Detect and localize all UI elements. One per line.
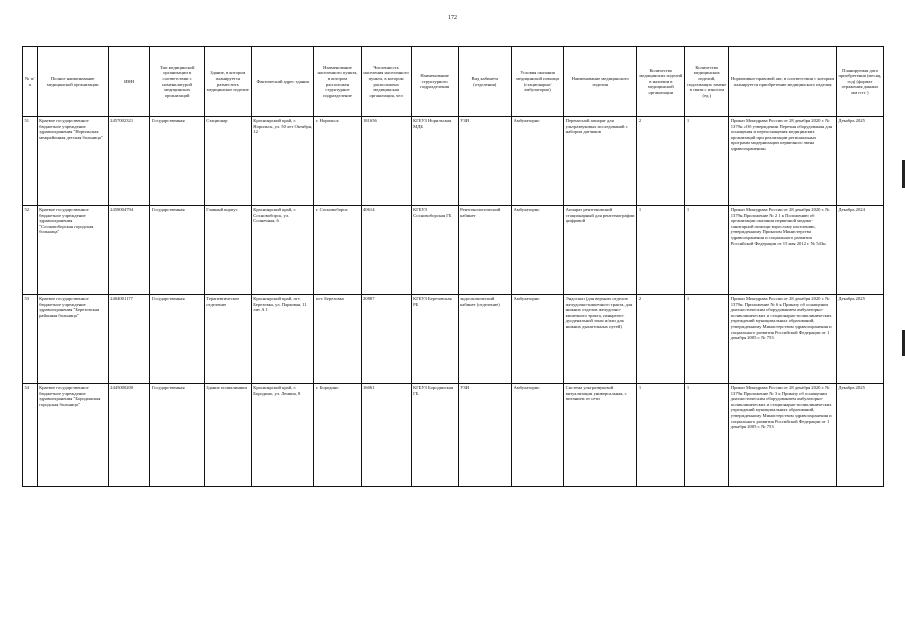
cell-planned-date: Декабрь 2025 bbox=[836, 384, 883, 487]
cell-inn: 2458004794 bbox=[108, 206, 150, 295]
cell-address: Красноярский край, пгт. Березовка, ул. Парковая, 11 лит А 1 bbox=[251, 295, 314, 384]
cell-org-name: Краевое государственное бюджетное учреждение здравоохранения "Норильская межрайонная детская больница" bbox=[37, 117, 108, 206]
cell-qty-available: 1 bbox=[637, 206, 685, 295]
cell-planned-date: Декабрь 2025 bbox=[836, 117, 883, 206]
cell-number: 51 bbox=[23, 117, 38, 206]
cell-inn: 2457002321 bbox=[108, 117, 150, 206]
cell-number: 52 bbox=[23, 206, 38, 295]
cell-building: Стационар bbox=[204, 117, 251, 206]
header-org-type: Тип медицинской организации в соответствии с номенклатурой медицинских организаций bbox=[150, 47, 204, 117]
cell-legal-act: Приказ Минздрава России от 28 декабря 2020 г. № 1379н Приложение № 3 к Приказу об оснащении диагностическим оборудованием амбулаторно-поликлинических и стационарно-поликлинических учреждений муниципальных образований, утвержденному Министерством здравоохранения и социального развития Российской Федерации от 1 декабря 2005 г. № 753 bbox=[729, 384, 837, 487]
header-address: Фактический адрес здания bbox=[251, 47, 314, 117]
cell-planned-date: Декабрь 2024 bbox=[836, 206, 883, 295]
header-equipment: Наименование медицинского изделия bbox=[564, 47, 637, 117]
cell-org-type: Государственная bbox=[150, 206, 204, 295]
cell-qty-replace: 1 bbox=[685, 295, 729, 384]
header-building: Здание, в котором планируется разместить медицинское изделие bbox=[204, 47, 251, 117]
table-row bbox=[23, 117, 884, 206]
header-planned-date: Планируемая дата приобретения (месяц, год) (формат отражения данных мм гггг ) bbox=[836, 47, 883, 117]
header-unit: Наименование структурного подразделения bbox=[411, 47, 458, 117]
cell-cabinet: УЗИ bbox=[458, 384, 511, 487]
header-qty-available: Количество медицинских изделий в наличии в медицинской организации bbox=[637, 47, 685, 117]
cell-cabinet: Рентгенологический кабинет bbox=[458, 206, 511, 295]
header-condition: Условия оказания медицинской помощи (стационарно/ амбулаторно) bbox=[511, 47, 563, 117]
cell-equipment: Переносной аппарат для ультразвуковых исследований с набором датчиков bbox=[564, 117, 637, 206]
cell-building: Здание поликлиники bbox=[204, 384, 251, 487]
header-cabinet: Вид кабинета (отделения) bbox=[458, 47, 511, 117]
cell-unit: КГБУЗ Норильская МДБ bbox=[411, 117, 458, 206]
table-row bbox=[23, 295, 884, 384]
cell-cabinet: УЗИ bbox=[458, 117, 511, 206]
cell-condition: Амбулаторно bbox=[511, 295, 563, 384]
cell-inn: 2445000200 bbox=[108, 384, 150, 487]
cell-building: Главный корпус bbox=[204, 206, 251, 295]
header-locality: Наименование населенного пункта, в котором расположен структурное подразделение bbox=[314, 47, 361, 117]
page-number: 172 bbox=[448, 15, 457, 21]
cell-address: Красноярский край, г. Норильск, ул. 50 лет Октября, 12 bbox=[251, 117, 314, 206]
cell-population: 181656 bbox=[361, 117, 411, 206]
cell-inn: 2404001177 bbox=[108, 295, 150, 384]
cell-unit: КГБУЗ Сосновоборская ГБ bbox=[411, 206, 458, 295]
cell-number: 54 bbox=[23, 384, 38, 487]
cell-locality: пгт. Березовка bbox=[314, 295, 361, 384]
cell-org-type: Государственная bbox=[150, 295, 204, 384]
cell-locality: г. Норильск bbox=[314, 117, 361, 206]
cell-legal-act: Приказ Минздрава России от 28 декабря 2020 г. № 1379н. Приложение № 6 к Приказу об оснащении диагностическим оборудованием амбулаторно-поликлинических и стационарно-поликлинических учреждений муниципальных образований, утвержденному Министерством здравоохранения и социального развития Российской Федерации от 1 декабря 2005 г. № 753 bbox=[729, 295, 837, 384]
table-row bbox=[23, 384, 884, 487]
cell-number: 53 bbox=[23, 295, 38, 384]
cell-address: Красноярский край, г. Бородино, ул. Ленина, 8 bbox=[251, 384, 314, 487]
header-qty-replace: Количество медицинских изделий, подлежащих замене в связи с износом (ед.) bbox=[685, 47, 729, 117]
cell-address: Красноярский край, г. Сосновоборск, ул. Солнечная, 6 bbox=[251, 206, 314, 295]
cell-legal-act: Приказ Минздрава России от 28 декабря 2020 г. № 1379н.Приложение № 2 1 к Положению об организации оказания первичной медико-санитарной помощи взрослому населению, утвержденному Приказом Министерства здравоохранения и социального развития Российской Федерации от 15 мая 2012 г. № 543н bbox=[729, 206, 837, 295]
cell-unit: КГБУЗ Березовская РБ bbox=[411, 295, 458, 384]
header-number: № п/п bbox=[23, 47, 38, 117]
cell-population: 16061 bbox=[361, 384, 411, 487]
equipment-register-table bbox=[22, 46, 884, 487]
cell-org-name: Краевое государственное бюджетное учреждение здравоохранения "Сосновоборская городская больница" bbox=[37, 206, 108, 295]
cell-locality: г. Сосновоборск bbox=[314, 206, 361, 295]
cell-condition: Амбулаторно bbox=[511, 117, 563, 206]
cell-equipment: Система ультразвуковой визуализации универсальная, с питанием от сети bbox=[564, 384, 637, 487]
cell-qty-available: 1 bbox=[637, 384, 685, 487]
cell-org-name: Краевое государственное бюджетное учреждение здравоохранения "Бородинская городская больница" bbox=[37, 384, 108, 487]
cell-population: 20887 bbox=[361, 295, 411, 384]
cell-equipment: Аппарат рентгеновский стационарный для рентгенографии цифровой bbox=[564, 206, 637, 295]
cell-qty-replace: 1 bbox=[685, 384, 729, 487]
header-inn: ИНН bbox=[108, 47, 150, 117]
cell-planned-date: Декабрь 2025 bbox=[836, 295, 883, 384]
cell-legal-act: Приказ Минздрава России от 28 декабря 2020 г. № 1379н «Об утверждении Перечня оборудования для оснащения и переоснащения медицинских организаций при реализации региональных программ модернизации первичного звена здравоохранения» bbox=[729, 117, 837, 206]
cell-qty-available: 2 bbox=[637, 295, 685, 384]
cell-org-type: Государственная bbox=[150, 384, 204, 487]
cell-population: 40614 bbox=[361, 206, 411, 295]
cell-org-name: Краевое государственное бюджетное учреждение здравоохранения "Березовская районная больница" bbox=[37, 295, 108, 384]
cell-equipment: Эндоскоп (для верхних отделов желудочно-кишечного тракта, для нижних отделов желудочно-кишечного тракта, панкреато-дуоденальной зоны и/или для нижних дыхательных путей) bbox=[564, 295, 637, 384]
header-legal-act: Нормативно-правовой акт, в соответствии с которым планируется приобретение медицинского изделия bbox=[729, 47, 837, 117]
cell-org-type: Государственная bbox=[150, 117, 204, 206]
cell-qty-available: 2 bbox=[637, 117, 685, 206]
cell-condition: Амбулаторно bbox=[511, 384, 563, 487]
cell-qty-replace: 1 bbox=[685, 206, 729, 295]
cell-condition: Амбулаторно bbox=[511, 206, 563, 295]
header-population: Численность населения населенного пункта, в котором расположена медицинская организация, чел bbox=[361, 47, 411, 117]
header-org-name: Полное наименование медицинской организации bbox=[37, 47, 108, 117]
table-header-row bbox=[23, 47, 884, 117]
table-row bbox=[23, 206, 884, 295]
cell-locality: г. Бородино bbox=[314, 384, 361, 487]
cell-building: Терапевтическое отделение bbox=[204, 295, 251, 384]
cell-qty-replace: 1 bbox=[685, 117, 729, 206]
cell-cabinet: эндоскопический кабинет (отделение) bbox=[458, 295, 511, 384]
cell-unit: КГБУЗ Бородинская ГБ bbox=[411, 384, 458, 487]
